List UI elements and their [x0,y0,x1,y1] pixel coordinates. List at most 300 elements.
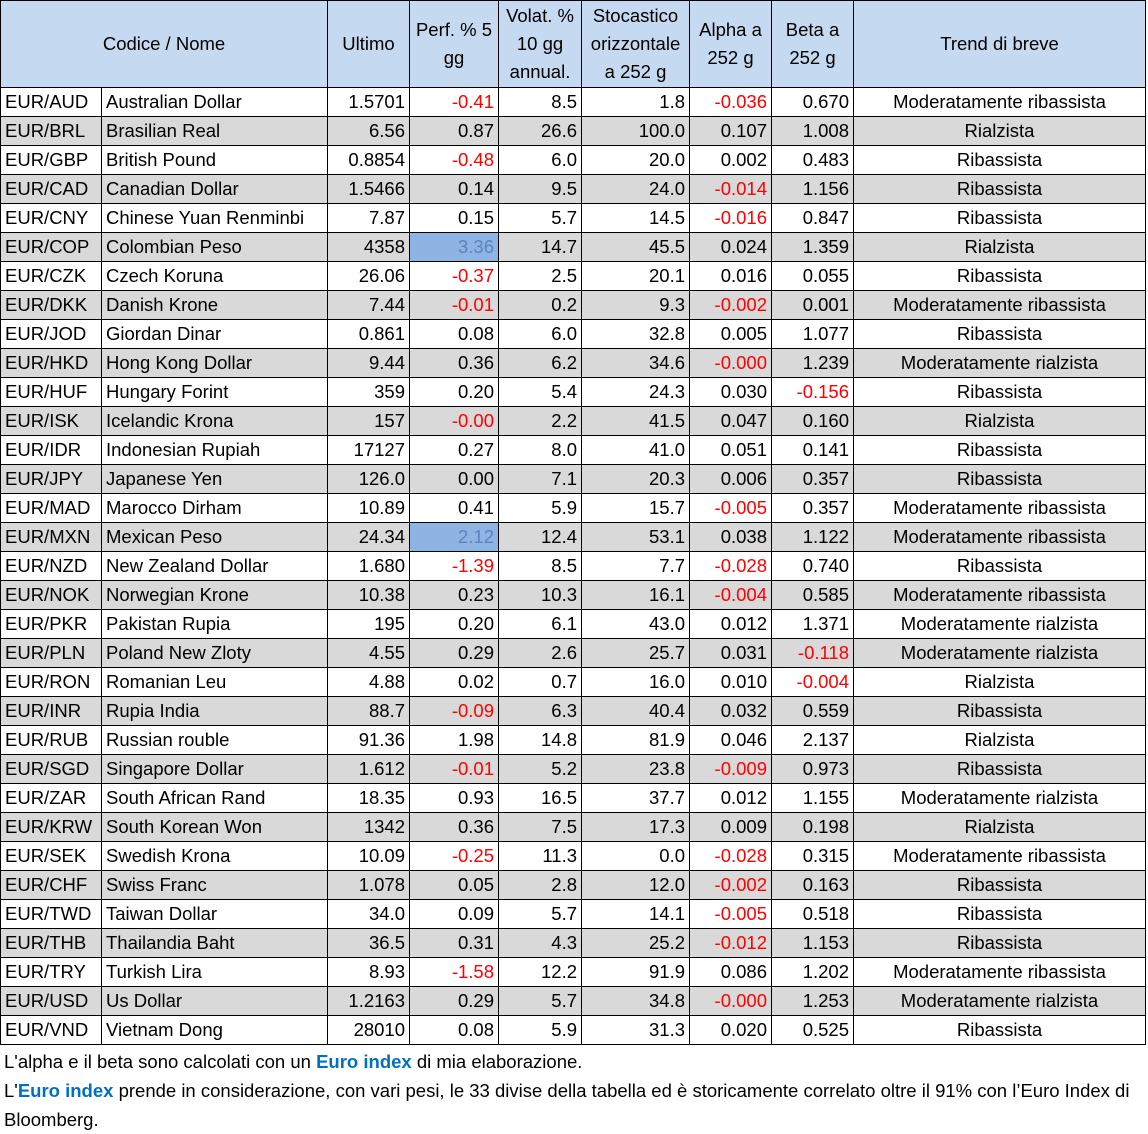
table-row [1,204,1146,233]
cell-beta: 1.239 [772,349,854,378]
cell-alpha: -0.004 [690,581,772,610]
cell-stoch: 7.7 [582,552,690,581]
cell-stoch: 12.0 [582,871,690,900]
cell-perf: 1.98 [410,726,499,755]
cell-volat: 16.5 [499,784,582,813]
table-row [1,929,1146,958]
cell-alpha: 0.046 [690,726,772,755]
cell-beta: 0.670 [772,88,854,117]
cell-beta: 1.359 [772,233,854,262]
cell-stoch: 34.6 [582,349,690,378]
cell-stoch: 53.1 [582,523,690,552]
cell-name: Norwegian Krone [102,581,328,610]
cell-code: EUR/MAD [1,494,102,523]
cell-last: 1.680 [328,552,410,581]
cell-name: Thailandia Baht [102,929,328,958]
cell-alpha: 0.010 [690,668,772,697]
cell-last: 28010 [328,1016,410,1045]
cell-perf: 2.12 [410,523,499,552]
cell-stoch: 20.1 [582,262,690,291]
cell-perf: 0.41 [410,494,499,523]
cell-beta: -0.004 [772,668,854,697]
cell-stoch: 41.5 [582,407,690,436]
cell-beta: 0.357 [772,465,854,494]
cell-stoch: 40.4 [582,697,690,726]
cell-beta: 1.122 [772,523,854,552]
cell-code: EUR/JPY [1,465,102,494]
cell-beta: -0.156 [772,378,854,407]
cell-volat: 2.2 [499,407,582,436]
cell-perf: 0.05 [410,871,499,900]
table-row [1,494,1146,523]
cell-code: EUR/NOK [1,581,102,610]
cell-volat: 5.7 [499,987,582,1016]
cell-last: 4.55 [328,639,410,668]
cell-volat: 5.7 [499,204,582,233]
cell-code: EUR/AUD [1,88,102,117]
cell-alpha: -0.009 [690,755,772,784]
cell-stoch: 37.7 [582,784,690,813]
cell-stoch: 16.1 [582,581,690,610]
footnote-text: di mia elaborazione. [411,1051,583,1072]
cell-last: 1.5466 [328,175,410,204]
cell-last: 1.2163 [328,987,410,1016]
cell-stoch: 14.1 [582,900,690,929]
table-row [1,726,1146,755]
cell-perf: -0.41 [410,88,499,117]
cell-alpha: 0.051 [690,436,772,465]
cell-code: EUR/MXN [1,523,102,552]
cell-name: Marocco Dirham [102,494,328,523]
cell-stoch: 15.7 [582,494,690,523]
cell-name: Taiwan Dollar [102,900,328,929]
table-row [1,436,1146,465]
cell-perf: 0.15 [410,204,499,233]
cell-stoch: 24.0 [582,175,690,204]
cell-last: 88.7 [328,697,410,726]
cell-alpha: 0.032 [690,697,772,726]
cell-stoch: 32.8 [582,320,690,349]
cell-alpha: 0.006 [690,465,772,494]
cell-last: 18.35 [328,784,410,813]
cell-beta: 0.740 [772,552,854,581]
cell-volat: 8.0 [499,436,582,465]
cell-volat: 8.5 [499,552,582,581]
cell-alpha: 0.012 [690,784,772,813]
cell-perf: 0.02 [410,668,499,697]
cell-trend: Moderatamente ribassista [854,291,1146,320]
cell-stoch: 41.0 [582,436,690,465]
cell-alpha: 0.047 [690,407,772,436]
cell-trend: Moderatamente ribassista [854,842,1146,871]
table-row [1,987,1146,1016]
cell-code: EUR/DKK [1,291,102,320]
cell-trend: Moderatamente rialzista [854,639,1146,668]
cell-name: Swiss Franc [102,871,328,900]
cell-trend: Ribassista [854,465,1146,494]
table-row [1,900,1146,929]
table-body [1,88,1146,1045]
header-trend: Trend di breve [854,1,1146,88]
cell-beta: 0.847 [772,204,854,233]
cell-stoch: 25.2 [582,929,690,958]
cell-alpha: -0.005 [690,900,772,929]
cell-last: 1.5701 [328,88,410,117]
cell-code: EUR/VND [1,1016,102,1045]
cell-code: EUR/CZK [1,262,102,291]
cell-name: Czech Koruna [102,262,328,291]
table-row [1,639,1146,668]
cell-beta: 0.518 [772,900,854,929]
cell-stoch: 17.3 [582,813,690,842]
cell-code: EUR/SGD [1,755,102,784]
footnote-highlight: Euro index [316,1051,412,1072]
cell-perf: 0.36 [410,349,499,378]
cell-trend: Moderatamente rialzista [854,349,1146,378]
cell-beta: 0.973 [772,755,854,784]
cell-trend: Moderatamente ribassista [854,523,1146,552]
cell-code: EUR/INR [1,697,102,726]
cell-beta: 0.141 [772,436,854,465]
cell-perf: -0.01 [410,755,499,784]
cell-trend: Ribassista [854,320,1146,349]
header-volat: Volat. % 10 gg annual. [499,1,582,88]
cell-perf: -0.09 [410,697,499,726]
cell-code: EUR/SEK [1,842,102,871]
cell-name: South Korean Won [102,813,328,842]
table-row [1,958,1146,987]
cell-alpha: -0.028 [690,842,772,871]
header-beta: Beta a 252 g [772,1,854,88]
cell-beta: 1.008 [772,117,854,146]
table-row [1,755,1146,784]
cell-stoch: 100.0 [582,117,690,146]
cell-code: EUR/ISK [1,407,102,436]
cell-volat: 0.7 [499,668,582,697]
table-row [1,465,1146,494]
cell-trend: Ribassista [854,204,1146,233]
cell-stoch: 9.3 [582,291,690,320]
cell-last: 10.38 [328,581,410,610]
cell-stoch: 43.0 [582,610,690,639]
cell-trend: Moderatamente rialzista [854,610,1146,639]
cell-volat: 11.3 [499,842,582,871]
cell-name: Pakistan Rupia [102,610,328,639]
cell-volat: 6.0 [499,320,582,349]
table-row [1,697,1146,726]
table-row [1,291,1146,320]
cell-code: EUR/HKD [1,349,102,378]
cell-alpha: 0.086 [690,958,772,987]
footnote-text: prende in considerazione, con vari pesi, le 33 divise della tabella ed è storicamente correlato oltre il 91% con l’Euro Index di Bloomberg. [4,1080,1130,1130]
cell-volat: 2.5 [499,262,582,291]
cell-perf: 3.36 [410,233,499,262]
cell-last: 36.5 [328,929,410,958]
cell-code: EUR/CAD [1,175,102,204]
header-alpha: Alpha a 252 g [690,1,772,88]
cell-stoch: 14.5 [582,204,690,233]
cell-volat: 8.5 [499,88,582,117]
header-perf: Perf. % 5 gg [410,1,499,88]
cell-code: EUR/COP [1,233,102,262]
table-row [1,668,1146,697]
cell-code: EUR/THB [1,929,102,958]
cell-perf: 0.20 [410,610,499,639]
cell-trend: Rialzista [854,407,1146,436]
cell-perf: 0.87 [410,117,499,146]
cell-code: EUR/JOD [1,320,102,349]
cell-volat: 5.2 [499,755,582,784]
cell-name: Vietnam Dong [102,1016,328,1045]
table-row [1,349,1146,378]
cell-alpha: 0.016 [690,262,772,291]
cell-alpha: 0.024 [690,233,772,262]
cell-trend: Ribassista [854,175,1146,204]
cell-alpha: 0.031 [690,639,772,668]
cell-last: 6.56 [328,117,410,146]
cell-last: 91.36 [328,726,410,755]
cell-code: EUR/USD [1,987,102,1016]
cell-trend: Moderatamente rialzista [854,784,1146,813]
cell-stoch: 23.8 [582,755,690,784]
cell-beta: 0.163 [772,871,854,900]
cell-trend: Rialzista [854,117,1146,146]
cell-alpha: -0.012 [690,929,772,958]
cell-name: Turkish Lira [102,958,328,987]
cell-last: 359 [328,378,410,407]
cell-beta: 0.525 [772,1016,854,1045]
cell-last: 0.861 [328,320,410,349]
cell-beta: 1.077 [772,320,854,349]
cell-trend: Ribassista [854,262,1146,291]
cell-perf: -0.01 [410,291,499,320]
cell-trend: Moderatamente ribassista [854,581,1146,610]
cell-last: 34.0 [328,900,410,929]
cell-name: Poland New Zloty [102,639,328,668]
cell-alpha: -0.028 [690,552,772,581]
cell-volat: 7.5 [499,813,582,842]
cell-volat: 0.2 [499,291,582,320]
cell-last: 1.078 [328,871,410,900]
cell-alpha: 0.020 [690,1016,772,1045]
cell-perf: -0.00 [410,407,499,436]
cell-name: Mexican Peso [102,523,328,552]
cell-name: Swedish Krona [102,842,328,871]
cell-name: Canadian Dollar [102,175,328,204]
footnote-text: L'alpha e il beta sono calcolati con un [4,1051,317,1072]
cell-beta: 0.315 [772,842,854,871]
cell-name: Rupia India [102,697,328,726]
cell-beta: 0.357 [772,494,854,523]
cell-name: Us Dollar [102,987,328,1016]
cell-stoch: 91.9 [582,958,690,987]
cell-name: Brasilian Real [102,117,328,146]
cell-code: EUR/TRY [1,958,102,987]
cell-trend: Ribassista [854,697,1146,726]
cell-stoch: 16.0 [582,668,690,697]
cell-alpha: -0.036 [690,88,772,117]
cell-alpha: -0.014 [690,175,772,204]
table-row [1,1016,1146,1045]
cell-last: 10.09 [328,842,410,871]
cell-code: EUR/TWD [1,900,102,929]
footnote-line-2 [4,1076,1148,1134]
cell-beta: 1.371 [772,610,854,639]
cell-perf: 0.08 [410,320,499,349]
cell-perf: 0.20 [410,378,499,407]
cell-name: Australian Dollar [102,88,328,117]
table-row [1,233,1146,262]
cell-volat: 14.7 [499,233,582,262]
cell-name: Romanian Leu [102,668,328,697]
cell-beta: 1.253 [772,987,854,1016]
cell-code: EUR/CNY [1,204,102,233]
cell-last: 1342 [328,813,410,842]
cell-volat: 12.2 [499,958,582,987]
cell-trend: Ribassista [854,378,1146,407]
cell-volat: 5.9 [499,494,582,523]
cell-trend: Moderatamente ribassista [854,88,1146,117]
header-code-name: Codice / Nome [1,1,328,88]
cell-code: EUR/CHF [1,871,102,900]
cell-perf: 0.29 [410,639,499,668]
cell-code: EUR/PKR [1,610,102,639]
table-row [1,320,1146,349]
table-row [1,117,1146,146]
cell-alpha: 0.009 [690,813,772,842]
cell-code: EUR/RUB [1,726,102,755]
cell-stoch: 25.7 [582,639,690,668]
table-row [1,523,1146,552]
table-row [1,262,1146,291]
cell-volat: 9.5 [499,175,582,204]
cell-stoch: 45.5 [582,233,690,262]
cell-alpha: 0.002 [690,146,772,175]
cell-name: Chinese Yuan Renminbi [102,204,328,233]
cell-perf: 0.93 [410,784,499,813]
cell-last: 10.89 [328,494,410,523]
cell-code: EUR/NZD [1,552,102,581]
cell-beta: -0.118 [772,639,854,668]
cell-perf: 0.27 [410,436,499,465]
footnotes [0,1045,1148,1134]
table-row [1,378,1146,407]
cell-perf: 0.36 [410,813,499,842]
cell-name: Colombian Peso [102,233,328,262]
cell-alpha: 0.005 [690,320,772,349]
cell-trend: Ribassista [854,871,1146,900]
cell-code: EUR/ZAR [1,784,102,813]
cell-code: EUR/RON [1,668,102,697]
cell-alpha: -0.002 [690,291,772,320]
table-row [1,146,1146,175]
cell-stoch: 20.3 [582,465,690,494]
cell-volat: 14.8 [499,726,582,755]
cell-stoch: 20.0 [582,146,690,175]
cell-perf: -0.48 [410,146,499,175]
cell-alpha: -0.000 [690,987,772,1016]
table-row [1,871,1146,900]
cell-trend: Ribassista [854,900,1146,929]
cell-last: 4358 [328,233,410,262]
cell-volat: 10.3 [499,581,582,610]
cell-alpha: 0.012 [690,610,772,639]
cell-perf: 0.09 [410,900,499,929]
cell-trend: Ribassista [854,436,1146,465]
cell-perf: 0.08 [410,1016,499,1045]
cell-volat: 5.9 [499,1016,582,1045]
cell-beta: 1.153 [772,929,854,958]
table-row [1,407,1146,436]
table-row [1,813,1146,842]
cell-code: EUR/KRW [1,813,102,842]
cell-last: 26.06 [328,262,410,291]
cell-trend: Rialzista [854,233,1146,262]
cell-perf: 0.23 [410,581,499,610]
table-row [1,175,1146,204]
cell-perf: -0.37 [410,262,499,291]
cell-last: 24.34 [328,523,410,552]
cell-beta: 1.202 [772,958,854,987]
cell-name: Hungary Forint [102,378,328,407]
cell-alpha: -0.016 [690,204,772,233]
cell-alpha: 0.107 [690,117,772,146]
cell-name: British Pound [102,146,328,175]
cell-name: Russian rouble [102,726,328,755]
footnote-line-1 [4,1047,1148,1076]
cell-trend: Ribassista [854,146,1146,175]
cell-last: 8.93 [328,958,410,987]
cell-trend: Rialzista [854,726,1146,755]
cell-last: 7.44 [328,291,410,320]
cell-last: 157 [328,407,410,436]
cell-volat: 5.7 [499,900,582,929]
cell-stoch: 1.8 [582,88,690,117]
cell-last: 9.44 [328,349,410,378]
cell-volat: 6.1 [499,610,582,639]
cell-volat: 6.2 [499,349,582,378]
cell-name: Singapore Dollar [102,755,328,784]
cell-last: 4.88 [328,668,410,697]
cell-trend: Ribassista [854,929,1146,958]
footnote-text: L' [4,1080,18,1101]
cell-code: EUR/GBP [1,146,102,175]
table-row [1,842,1146,871]
cell-perf: -1.58 [410,958,499,987]
cell-volat: 4.3 [499,929,582,958]
cell-alpha: -0.002 [690,871,772,900]
cell-volat: 5.4 [499,378,582,407]
table-row [1,784,1146,813]
cell-trend: Moderatamente rialzista [854,987,1146,1016]
cell-beta: 0.483 [772,146,854,175]
cell-name: Japanese Yen [102,465,328,494]
table-row [1,552,1146,581]
cell-code: EUR/PLN [1,639,102,668]
cell-name: Indonesian Rupiah [102,436,328,465]
cell-name: Giordan Dinar [102,320,328,349]
cell-last: 1.612 [328,755,410,784]
cell-name: South African Rand [102,784,328,813]
cell-code: EUR/HUF [1,378,102,407]
table-row [1,610,1146,639]
cell-beta: 0.160 [772,407,854,436]
cell-trend: Moderatamente ribassista [854,494,1146,523]
cell-beta: 0.198 [772,813,854,842]
cell-alpha: 0.038 [690,523,772,552]
cell-volat: 6.3 [499,697,582,726]
cell-name: New Zealand Dollar [102,552,328,581]
